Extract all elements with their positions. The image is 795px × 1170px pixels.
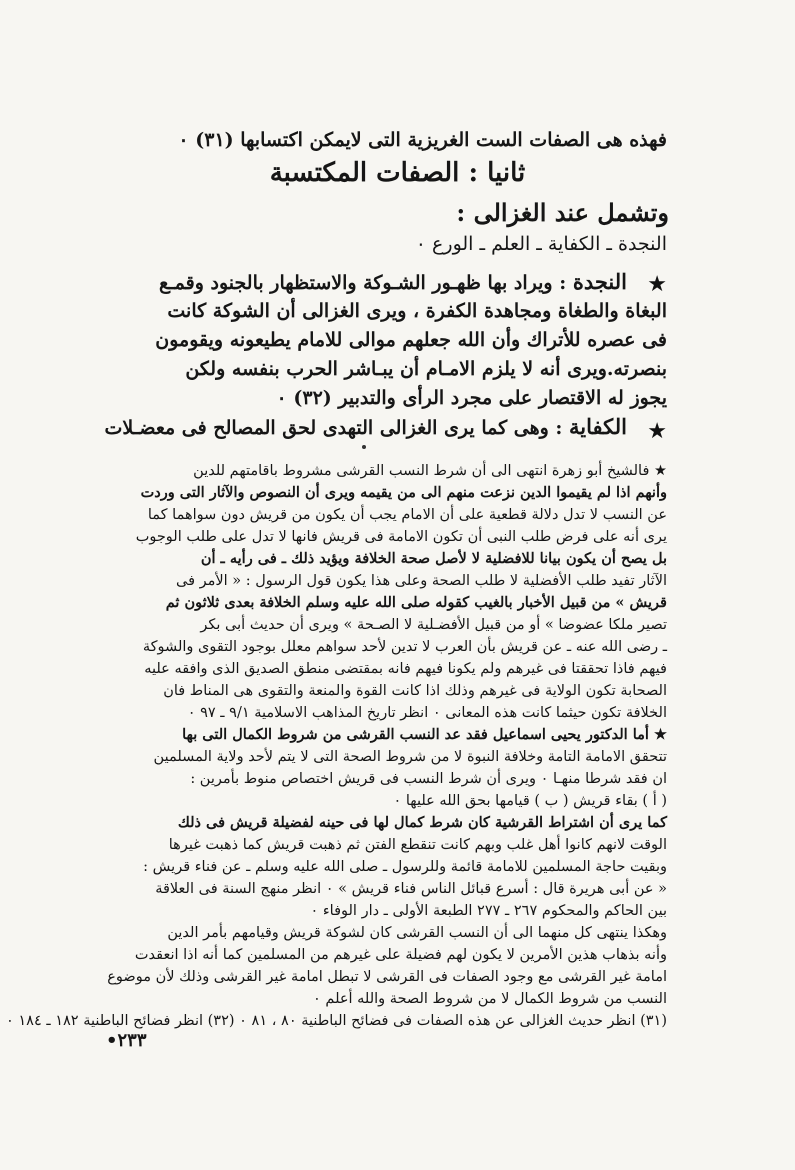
subheading: وتشمل عند الغزالى : [456, 198, 669, 227]
star-bullet-icon: ★ [649, 463, 667, 479]
paragraph-line: الكفاية : وهى كما يرى الغزالى التهدى لحق المصالح فى معضـلات [104, 414, 627, 439]
footnote-line: ( أ ) بقاء قريش ( ب ) قيامها بحق الله عليها ٠ [393, 793, 667, 809]
footnote-line: النسب من شروط الكمال لا من شروط الصحة والله أعلم ٠ [313, 991, 667, 1007]
footnote-line: بين الحاكم والمحكوم ٢٦٧ ـ ٢٧٧ الطبعة الأولى ـ دار الوفاء ٠ [310, 903, 667, 919]
footnote-line: تتحقق الامامة التامة وخلافة النبوة لا من شروط الصحة التى لا يتم لأحد ولاية المسلمين [153, 749, 667, 765]
footnote-line: (٣١) انظر حديث الغزالى عن هذه الصفات فى فضائح الباطنية ٨٠ ، ٨١ ٠ (٣٢) انظر فضائح الباطنية ١٨٢ ـ ١٨٤ ٠ [5, 1013, 667, 1029]
page-number: ٢٣٣• [106, 1030, 147, 1051]
footnote-line: وأنه بذهاب هذين الأمرين لا يكون لهم فضيلة على غيرهم من المسلمين كما أنه اذا انعقدت [134, 947, 667, 963]
footnote-line: وهكذا ينتهى كل منهما الى أن النسب القرشى كان لشوكة قريش وقيامهم بأمر الدين [167, 925, 667, 941]
kifaya-keyword: الكفاية [569, 414, 627, 439]
paragraph-line: البغاة والطغاة ومجاهدة الكفرة ، ويرى الغزالى أن الشوكة كانت [167, 300, 667, 322]
section-heading: ثانيا : الصفات المكتسبة [269, 158, 526, 188]
footnote-line: الصحابة تكون الولاية فى غيرهم وذلك اذا كانت القوة والمنعة والتقوى هى المناط فان [163, 683, 667, 699]
paragraph-line: النجدة : ويراد بها ظهـور الشـوكة والاستظهار بالجنود وقمـع [159, 269, 627, 294]
footnote-line: وبقيت حاجة المسلمين للامامة قائمة وللرسول ـ صلى الله عليه وسلم ـ عن فناء قريش : [143, 859, 667, 875]
footnote-line: ★ فالشيخ أبو زهرة انتهى الى أن شرط النسب القرشى مشروط باقامتهم للدين [193, 463, 667, 479]
footnote-line: وأنهم اذا لم يقيموا الدين نزعت منهم الى من يقيمه ويرى أن النصوص والآثار التى وردت [140, 484, 667, 501]
footnote-line: الوقت لانهم كانوا أهل غلب وبهم كانت تنقطع الفتن ثم ذهبت قريش كما ذهبت غيرها [168, 837, 667, 853]
footnote-line: عن النسب لا تدل دلالة قطعية على أن الامام يجب أن يكون من قريش دون سواهما كما [147, 507, 667, 523]
paragraph-line: بنصرته.ويرى أنه لا يلزم الامـام أن يبـاشر الحرب بنفسه ولكن [185, 358, 667, 380]
footnote-line: امامة غير القرشى مع وجود الصفات فى القرشى لا تبطل امامة غير القرشى وذلك لأن موضوع [107, 969, 667, 985]
star-bullet-icon: ★ [647, 419, 667, 444]
footnote-line: بل يصح أن يكون بيانا للافضلية لا لأصل صحة الخلافة ويؤيد ذلك ـ فى رأيه ـ أن [200, 550, 667, 567]
paragraph-line: يجوز له الاقتصار على مجرد الرأى والتدبير (٣٢) ٠ [276, 387, 667, 409]
footnote-line: يرى أنه على فرض طلب النبى أن تكون الامامة فى قريش فانها لا تدل على طلب الوجوب [135, 529, 667, 545]
footnote-line: ـ رضى الله عنه ـ عن قريش بأن العرب لا تدين لأحد سواهم معلل بوجود التقوى والشوكة [142, 639, 667, 655]
footnote-line: ★ أما الدكتور يحيى اسماعيل فقد عد النسب القرشى من شروط الكمال التى بها [182, 726, 667, 743]
section-divider [362, 445, 366, 449]
paragraph-line: فى عصره للأتراك وأن الله جعلهم موالى للامام يطيعونه ويقومون [155, 329, 667, 351]
footnote-line: قريش » من قبيل الأخبار بالغيب كقوله صلى الله عليه وسلم الخلافة بعدى ثلاثون ثم [165, 594, 667, 611]
footnote-line: الآثار تفيد طلب الأفضلية لا طلب الصحة وعلى هذا يكون قول الرسول : « الأمر فى [175, 573, 667, 589]
footnote-line: الخلافة تكون حيثما كانت هذه المعانى ٠ انظر تاريخ المذاهب الاسلامية ٩/١ ـ ٩٧ ٠ [187, 705, 667, 721]
footnote-line: « عن أبى هريرة قال : أسرع قبائل الناس فناء قريش » ٠ انظر منهج السنة فى العلاقة [155, 881, 667, 897]
star-bullet-icon: ★ [647, 272, 667, 297]
footnote-line: كما يرى أن اشتراط القرشية كان شرط كمال لها فى حينه لفضيلة قريش فى ذلك [177, 814, 667, 831]
footnote-line: تصير ملكا عضوضا » أو من قبيل الأفضـلية لا الصـحة » ويرى أن حديث أبى بكر [200, 617, 667, 633]
najda-keyword: النجدة [572, 269, 627, 294]
qualities-list: النجدة ـ الكفاية ـ العلم ـ الورع ٠ [415, 233, 667, 255]
star-bullet-icon: ★ [648, 726, 667, 743]
footnote-line: فيهم فاذا تحققتا فى غيرهم ولم يكونا فيهم فانه بمقتضى منطق الصديق الذى وافقه عليه [144, 661, 667, 677]
footnote-line: ان فقد شرطا منهـا ٠ ويرى أن شرط النسب فى قريش اختصاص منوط بأمرين : [190, 771, 667, 787]
intro-line: فهذه هى الصفات الست الغريزية التى لايمكن اكتسابها (٣١) ٠ [178, 129, 667, 151]
